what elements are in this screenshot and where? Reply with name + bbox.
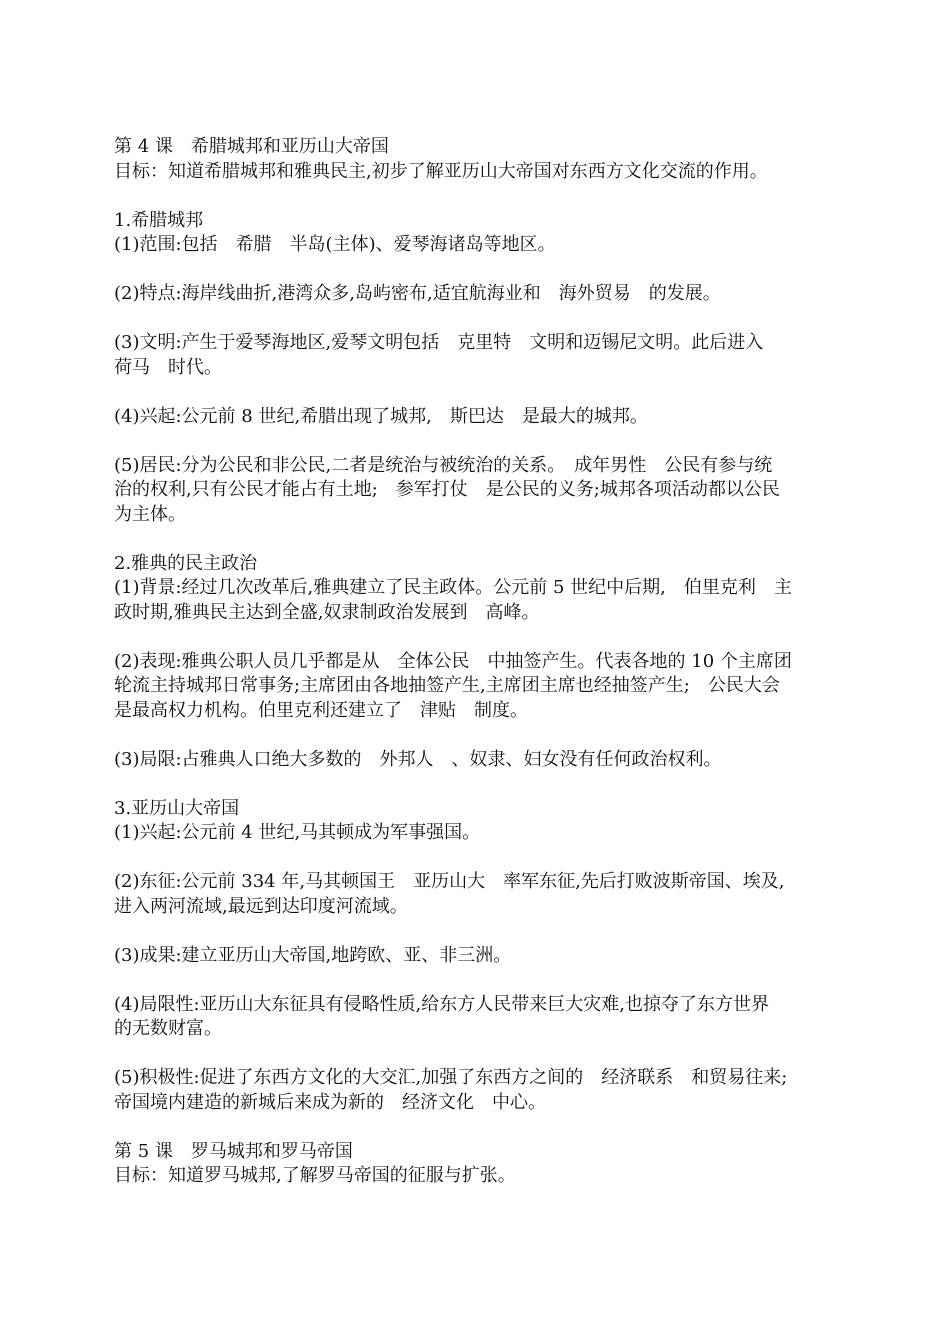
point-positive-impact xyxy=(114,1066,844,1115)
paragraph-line: (2)表现:雅典公职人员几乎都是从 全体公民 中抽签产生。代表各地的 10 个主席团 xyxy=(114,650,792,672)
paragraph-line: (2)特点:海岸线曲折,港湾众多,岛屿密布,适宜航海业和 海外贸易 的发展。 xyxy=(114,283,721,304)
paragraph-line: (3)局限:占雅典人口绝大多数的 外邦人 、奴隶、妇女没有任何政治权利。 xyxy=(114,748,722,770)
paragraph-line: (3)成果:建立亚历山大帝国,地跨欧、亚、非三洲。 xyxy=(114,944,512,966)
paragraph-line: 荷马 时代。 xyxy=(114,356,222,378)
paragraph-gap xyxy=(114,968,844,993)
document-page xyxy=(114,135,844,1189)
point-manifestation xyxy=(114,650,844,724)
paragraph-gap xyxy=(114,307,844,332)
paragraph-line: 的无数财富。 xyxy=(114,1018,222,1039)
paragraph-line: 进入两河流域,最远到达印度河流域。 xyxy=(114,895,408,917)
paragraph-gap xyxy=(114,723,844,748)
paragraph-line: (3)文明:产生于爱琴海地区,爱琴文明包括 克里特 文明和迈锡尼文明。此后进入 xyxy=(114,332,764,353)
paragraph-gap xyxy=(114,429,844,454)
paragraph-line: (1)背景:经过几次改革后,雅典建立了民主政体。公元前 5 世纪中后期, 伯里克利 主 xyxy=(114,577,792,598)
point-results xyxy=(114,944,844,969)
paragraph-gap xyxy=(114,527,844,552)
section-heading: 1.希腊城邦 xyxy=(114,209,204,231)
point-features xyxy=(114,282,844,307)
paragraph-gap xyxy=(114,380,844,405)
paragraph-line: 是最高权力机构。伯里克利还建立了 津贴 制度。 xyxy=(114,699,528,721)
point-scope: (1)范围:包括 希腊 半岛(主体)、爱琴海诸岛等地区。 xyxy=(114,234,556,255)
paragraph-line: (5)积极性:促进了东西方文化的大交汇,加强了东西方之间的 经济联系 和贸易往来; xyxy=(114,1067,788,1088)
paragraph-gap xyxy=(114,846,844,871)
section-alexander-empire xyxy=(114,797,844,846)
paragraph-line: 为主体。 xyxy=(114,503,186,525)
point-eastern-expedition xyxy=(114,870,844,919)
paragraph-line: (5)居民:分为公民和非公民,二者是统治与被统治的关系。 成年男性 公民有参与统 xyxy=(114,454,773,476)
paragraph-line: 治的权利,只有公民才能占有土地; 参军打仗 是公民的义务;城邦各项活动都以公民 xyxy=(114,479,780,500)
paragraph-line: (4)兴起:公元前 8 世纪,希腊出现了城邦, 斯巴达 是最大的城邦。 xyxy=(114,405,648,427)
point-limitations xyxy=(114,748,844,773)
paragraph-gap xyxy=(114,625,844,650)
paragraph-line: (1)兴起:公元前 4 世纪,马其顿成为军事强国。 xyxy=(114,822,481,843)
paragraph-line: (2)东征:公元前 334 年,马其顿国王 亚历山大 率军东征,先后打败波斯帝国、埃及, xyxy=(114,871,785,892)
point-limitation-nature xyxy=(114,993,844,1042)
point-rise xyxy=(114,405,844,430)
lesson-title: 第 4 课 希腊城邦和亚历山大帝国 xyxy=(114,136,389,157)
paragraph-line: 帝国境内建造的新城后来成为新的 经济文化 中心。 xyxy=(114,1091,546,1113)
section-heading: 2.雅典的民主政治 xyxy=(114,552,258,574)
paragraph-line: 轮流主持城邦日常事务;主席团由各地抽签产生,主席团主席也经抽签产生; 公民大会 xyxy=(114,675,780,696)
lesson-objective: 目标：知道罗马城邦,了解罗马帝国的征服与扩张。 xyxy=(114,1165,516,1186)
paragraph-line: (4)局限性:亚历山大东征具有侵略性质,给东方人民带来巨大灾难,也掠夺了东方世界 xyxy=(114,993,770,1015)
paragraph-gap xyxy=(114,772,844,797)
lesson-4-header xyxy=(114,135,844,184)
paragraph-gap xyxy=(114,919,844,944)
section-greek-city-states xyxy=(114,209,844,258)
paragraph-gap xyxy=(114,258,844,283)
point-civilization xyxy=(114,331,844,380)
point-residents xyxy=(114,454,844,528)
lesson-objective: 目标：知道希腊城邦和雅典民主,初步了解亚历山大帝国对东西方文化交流的作用。 xyxy=(114,160,768,182)
lesson-5-header xyxy=(114,1140,844,1189)
paragraph-gap xyxy=(114,1042,844,1067)
section-athenian-democracy xyxy=(114,552,844,626)
lesson-title: 第 5 课 罗马城邦和罗马帝国 xyxy=(114,1140,353,1162)
paragraph-gap xyxy=(114,1115,844,1140)
paragraph-gap xyxy=(114,184,844,209)
paragraph-line: 政时期,雅典民主达到全盛,奴隶制政治发展到 高峰。 xyxy=(114,601,540,623)
section-heading: 3.亚历山大帝国 xyxy=(114,797,240,819)
